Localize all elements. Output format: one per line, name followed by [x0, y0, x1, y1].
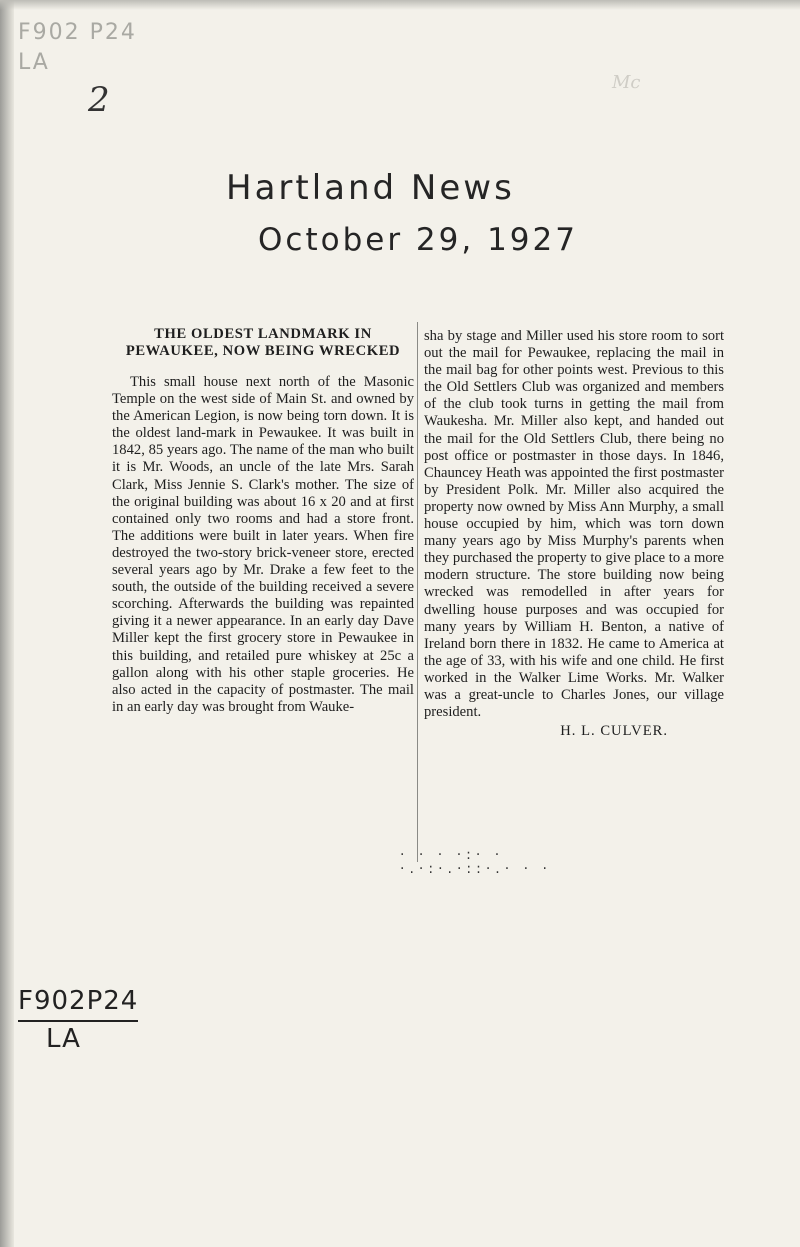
- faded-stamp: [18, 18, 137, 78]
- article-column-1: [112, 320, 414, 716]
- handwritten-title: Hartland News: [226, 168, 515, 208]
- faded-stamp-code: F902 P24: [18, 20, 137, 45]
- handwritten-ref-sub: LA: [46, 1024, 81, 1054]
- page-number: 2: [88, 80, 110, 120]
- faded-stamp-sub: LA: [18, 50, 50, 75]
- article-byline: H. L. CULVER.: [560, 723, 668, 740]
- scan-edge-top: [0, 0, 800, 10]
- faint-pencil-mark: Mc: [612, 72, 641, 93]
- article-text-column-2: sha by stage and Miller used his store room to sort out the mail for Pewaukee, replacing the mail in the mail bag for other points west. Previous to this the Old Settlers Club was organized and members of the club took turns in getting the mail from Waukesha. Mr. Miller also kept, and handed out the mail for the Old Settlers Club, there being no post office or postmaster in those days. In 1846, Chauncey Heath was appointed the first postmaster by President Polk. Mr. Miller also acquired the property now owned by Miss Ann Murphy, a small house occupied by him, which was torn down many years ago by Miss Murphy's parents when they purchased the property to give place to a more modern structure. The store building now being wrecked was remodelled in after years for dwelling house purposes and was occupied for many years by William H. Benton, a native of Ireland born there in 1832. He came to America at the age of 33, with his wife and one child. He first worked in the Walker Lime Works. Mr. Walker was a great-uncle to Charles Jones, our village president.: [424, 328, 724, 721]
- handwritten-reference: [18, 984, 138, 1056]
- column-divider: [417, 322, 418, 862]
- article-column-2: [424, 328, 724, 740]
- article-headline: THE OLDEST LANDMARK IN PEWAUKEE, NOW BEING WRECKED: [125, 326, 401, 359]
- decorative-dots: · · · ·:· · ·.·:·.·::·.· · ·: [400, 847, 553, 877]
- handwritten-ref-code: F902P24: [18, 984, 138, 1022]
- newspaper-clipping: [104, 320, 730, 880]
- article-text-column-1: This small house next north of the Masonic Temple on the west side of Main St. and owned by the American Legion, is now being torn down. It is the oldest land-mark in Pewaukee. It was built in 1842, 85 years ago. The name of the man who built it is Mr. Woods, an uncle of the late Mrs. Sarah Clark, Miss Jennie S. Clark's mother. The size of the original building was about 16 x 20 and at first contained only two rooms and had a store front. The additions were built in later years. When fire destroyed the two-story brick-veneer store, erected several years ago by Mr. Drake a few feet to the south, the outside of the building received a severe scorching. Afterwards the building was repainted giving it a newer appearance. In an early day Dave Miller kept the first grocery store in Pewaukee in this building, and retailed pure whiskey at 25c a gallon along with his other staple groceries. He also acted in the capacity of postmaster. The mail in an early day was brought from Wauke-: [112, 374, 414, 715]
- handwritten-date: October 29, 1927: [258, 222, 578, 258]
- scan-edge-left: [0, 0, 14, 1247]
